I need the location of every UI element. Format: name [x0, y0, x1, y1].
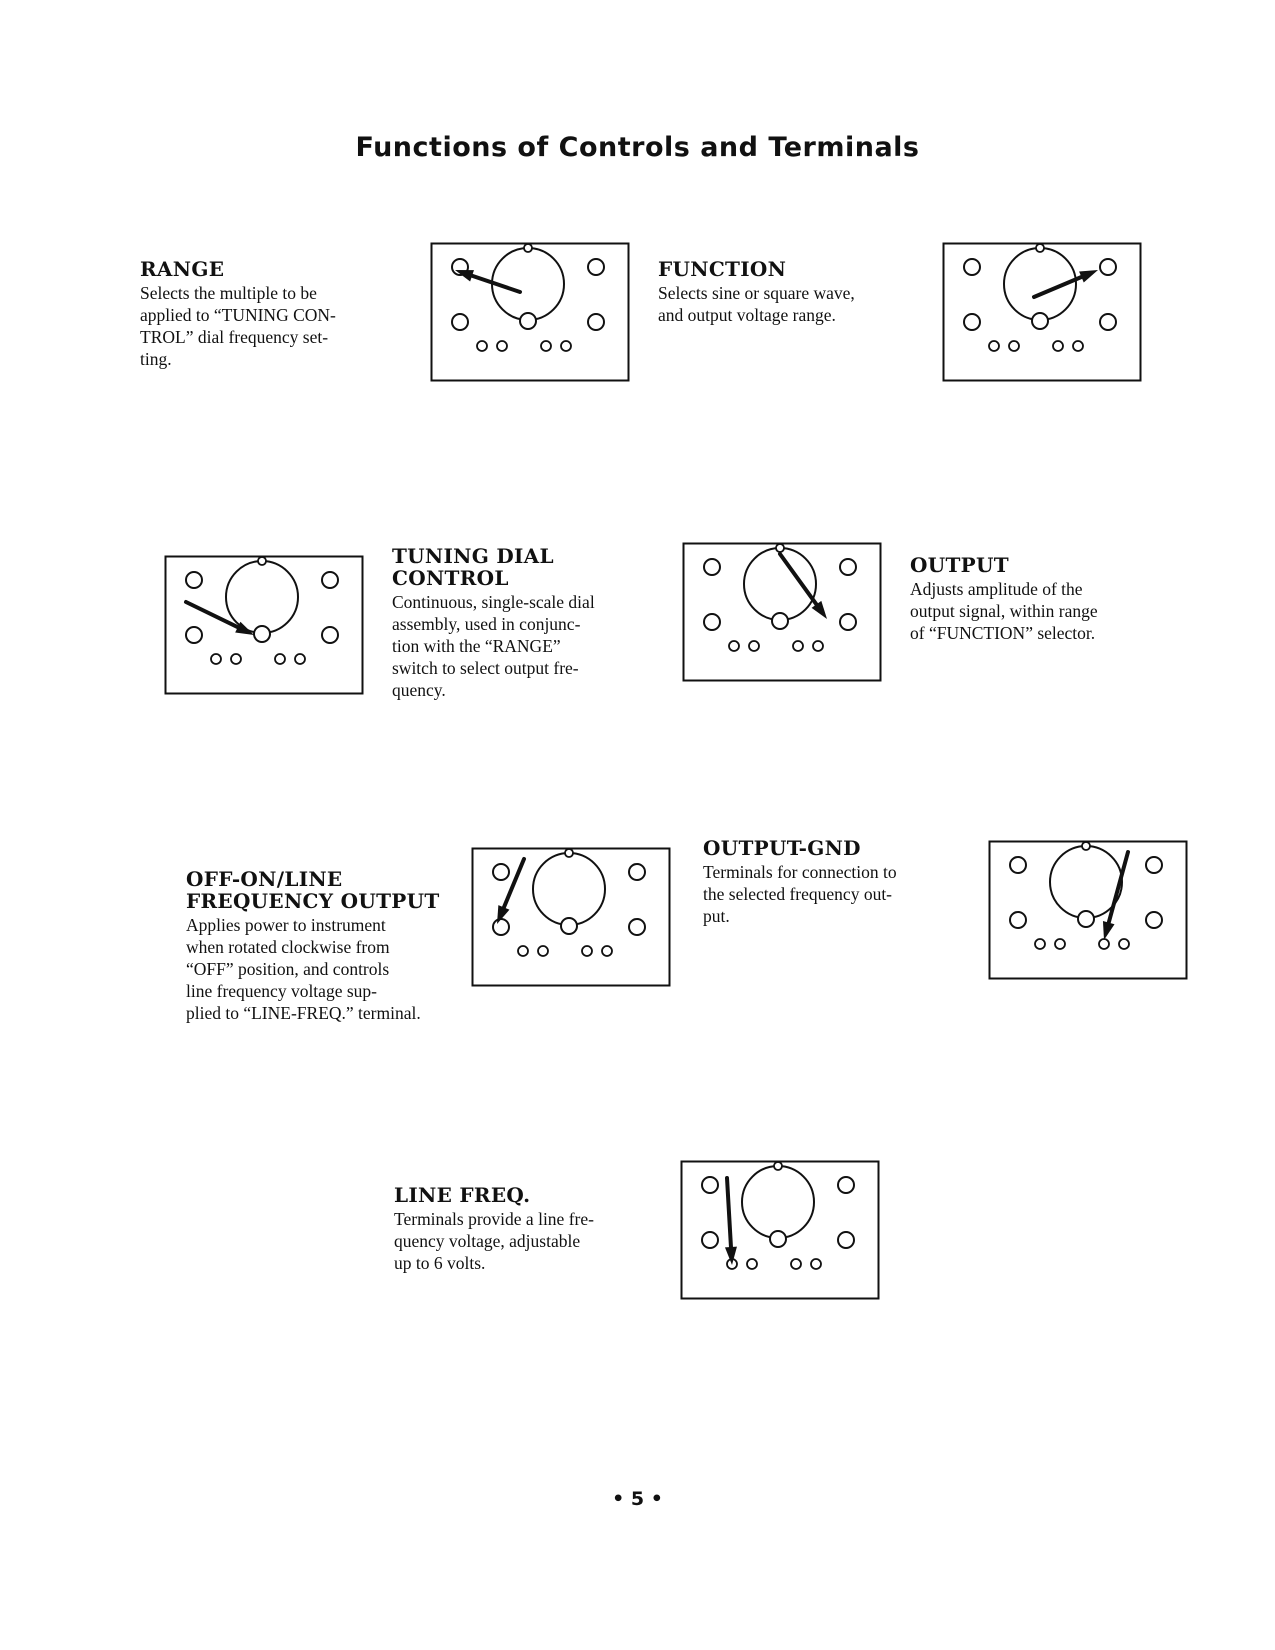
section-heading: LINE FREQ. [394, 1183, 531, 1207]
range-knob [964, 259, 980, 275]
output-gnd-knob [840, 559, 856, 575]
line-freq-terminal [211, 654, 221, 664]
section-description: Selects the multiple to be applied to “TUNING CON- TROL” dial frequency set- ting. [140, 283, 336, 369]
line-freq-terminal [989, 341, 999, 351]
line-freq-terminal [538, 946, 548, 956]
section-heading: OUTPUT-GND [703, 836, 861, 860]
front-panel-diagram [430, 242, 630, 382]
section-description: Adjusts amplitude of the output signal, within range of “FUNCTION” selector. [910, 579, 1098, 643]
output-level-knob [840, 614, 856, 630]
output-gnd-knob [1146, 857, 1162, 873]
output-level-knob [588, 314, 604, 330]
dial-index-mark [565, 849, 573, 857]
pointer-arrow-shaft [727, 1178, 731, 1247]
tuning-dial-circle [742, 1166, 814, 1238]
range-knob [186, 572, 202, 588]
tuning-dial-circle [533, 853, 605, 925]
tuning-dial-circle [744, 548, 816, 620]
panel-diagram-line-freq [680, 1160, 880, 1300]
output-level-knob [1146, 912, 1162, 928]
output-gnd-terminal [1099, 939, 1109, 949]
output-gnd-terminal [582, 946, 592, 956]
off-on-knob [1010, 912, 1026, 928]
front-panel-diagram [988, 840, 1188, 980]
output-gnd-knob [588, 259, 604, 275]
section-function [658, 258, 920, 326]
output-knob [254, 626, 270, 642]
section-heading: OFF-ON/LINE FREQUENCY OUTPUT [186, 867, 440, 913]
range-knob [493, 864, 509, 880]
front-panel-diagram [471, 847, 671, 987]
dial-index-mark [1036, 244, 1044, 252]
output-gnd-terminal [1053, 341, 1063, 351]
dial-index-mark [776, 544, 784, 552]
section-heading: TUNING DIAL CONTROL [392, 544, 554, 590]
pointer-arrow-head [1079, 270, 1098, 283]
section-description: Continuous, single-scale dial assembly, used in conjunc- tion with the “RANGE” switch to select output fre- quency. [392, 592, 595, 700]
line-freq-terminal [749, 641, 759, 651]
output-knob [770, 1231, 786, 1247]
off-on-knob [702, 1232, 718, 1248]
output-level-knob [838, 1232, 854, 1248]
output-gnd-terminal [1119, 939, 1129, 949]
panel-diagram-output [682, 542, 882, 682]
dial-index-mark [524, 244, 532, 252]
output-gnd-knob [1100, 259, 1116, 275]
line-freq-terminal [518, 946, 528, 956]
output-knob [1078, 911, 1094, 927]
range-knob [702, 1177, 718, 1193]
section-line-freq [394, 1184, 652, 1274]
output-gnd-terminal [813, 641, 823, 651]
section-description: Selects sine or square wave, and output voltage range. [658, 283, 855, 325]
range-knob [704, 559, 720, 575]
section-range [140, 258, 402, 370]
pointer-arrow-shaft [1109, 852, 1128, 923]
output-level-knob [629, 919, 645, 935]
section-description: Terminals provide a line fre- quency voltage, adjustable up to 6 volts. [394, 1209, 594, 1273]
front-panel-diagram [942, 242, 1142, 382]
pointer-arrow-head [1103, 921, 1115, 940]
output-gnd-terminal [295, 654, 305, 664]
panel-diagram-function [942, 242, 1142, 382]
section-output [910, 554, 1170, 644]
off-on-knob [452, 314, 468, 330]
output-gnd-terminal [602, 946, 612, 956]
off-on-knob [493, 919, 509, 935]
dial-index-mark [1082, 842, 1090, 850]
line-freq-terminal [729, 641, 739, 651]
page-title: Functions of Controls and Terminals [355, 132, 920, 163]
output-gnd-terminal [541, 341, 551, 351]
range-knob [1010, 857, 1026, 873]
panel-diagram-tuning-dial [164, 555, 364, 695]
front-panel-diagram [680, 1160, 880, 1300]
panel-diagram-output-gnd [988, 840, 1188, 980]
line-freq-terminal [747, 1259, 757, 1269]
output-level-knob [1100, 314, 1116, 330]
output-gnd-terminal [793, 641, 803, 651]
line-freq-terminal [1009, 341, 1019, 351]
off-on-knob [186, 627, 202, 643]
line-freq-terminal [1055, 939, 1065, 949]
tuning-dial-circle [226, 561, 298, 633]
output-gnd-knob [322, 572, 338, 588]
front-panel-diagram [164, 555, 364, 695]
output-knob [520, 313, 536, 329]
output-gnd-terminal [561, 341, 571, 351]
output-gnd-terminal [1073, 341, 1083, 351]
panel-diagram-off-on [471, 847, 671, 987]
pointer-arrow-shaft [472, 276, 520, 292]
section-off-on-line-frequency-output [186, 868, 486, 1024]
section-description: Applies power to instrument when rotated clockwise from “OFF” position, and controls line frequency voltage sup- plied to “LINE-FREQ.” terminal. [186, 915, 421, 1023]
output-gnd-knob [629, 864, 645, 880]
front-panel-diagram [682, 542, 882, 682]
off-on-knob [704, 614, 720, 630]
line-freq-terminal [477, 341, 487, 351]
output-gnd-terminal [275, 654, 285, 664]
output-level-knob [322, 627, 338, 643]
pointer-arrow-shaft [780, 554, 816, 604]
off-on-knob [964, 314, 980, 330]
section-description: Terminals for connection to the selected frequency out- put. [703, 862, 897, 926]
section-output-gnd [703, 837, 965, 927]
output-gnd-terminal [811, 1259, 821, 1269]
section-heading: RANGE [140, 257, 225, 281]
dial-index-mark [774, 1162, 782, 1170]
section-tuning-dial-control [392, 545, 648, 701]
tuning-dial-circle [492, 248, 564, 320]
line-freq-terminal [1035, 939, 1045, 949]
line-freq-terminal [231, 654, 241, 664]
section-heading: OUTPUT [910, 553, 1009, 577]
page-number: • 5 • [612, 1488, 663, 1510]
output-gnd-terminal [791, 1259, 801, 1269]
line-freq-terminal [497, 341, 507, 351]
output-gnd-knob [838, 1177, 854, 1193]
output-knob [772, 613, 788, 629]
output-knob [1032, 313, 1048, 329]
dial-index-mark [258, 557, 266, 565]
output-knob [561, 918, 577, 934]
panel-diagram-range [430, 242, 630, 382]
section-heading: FUNCTION [658, 257, 787, 281]
